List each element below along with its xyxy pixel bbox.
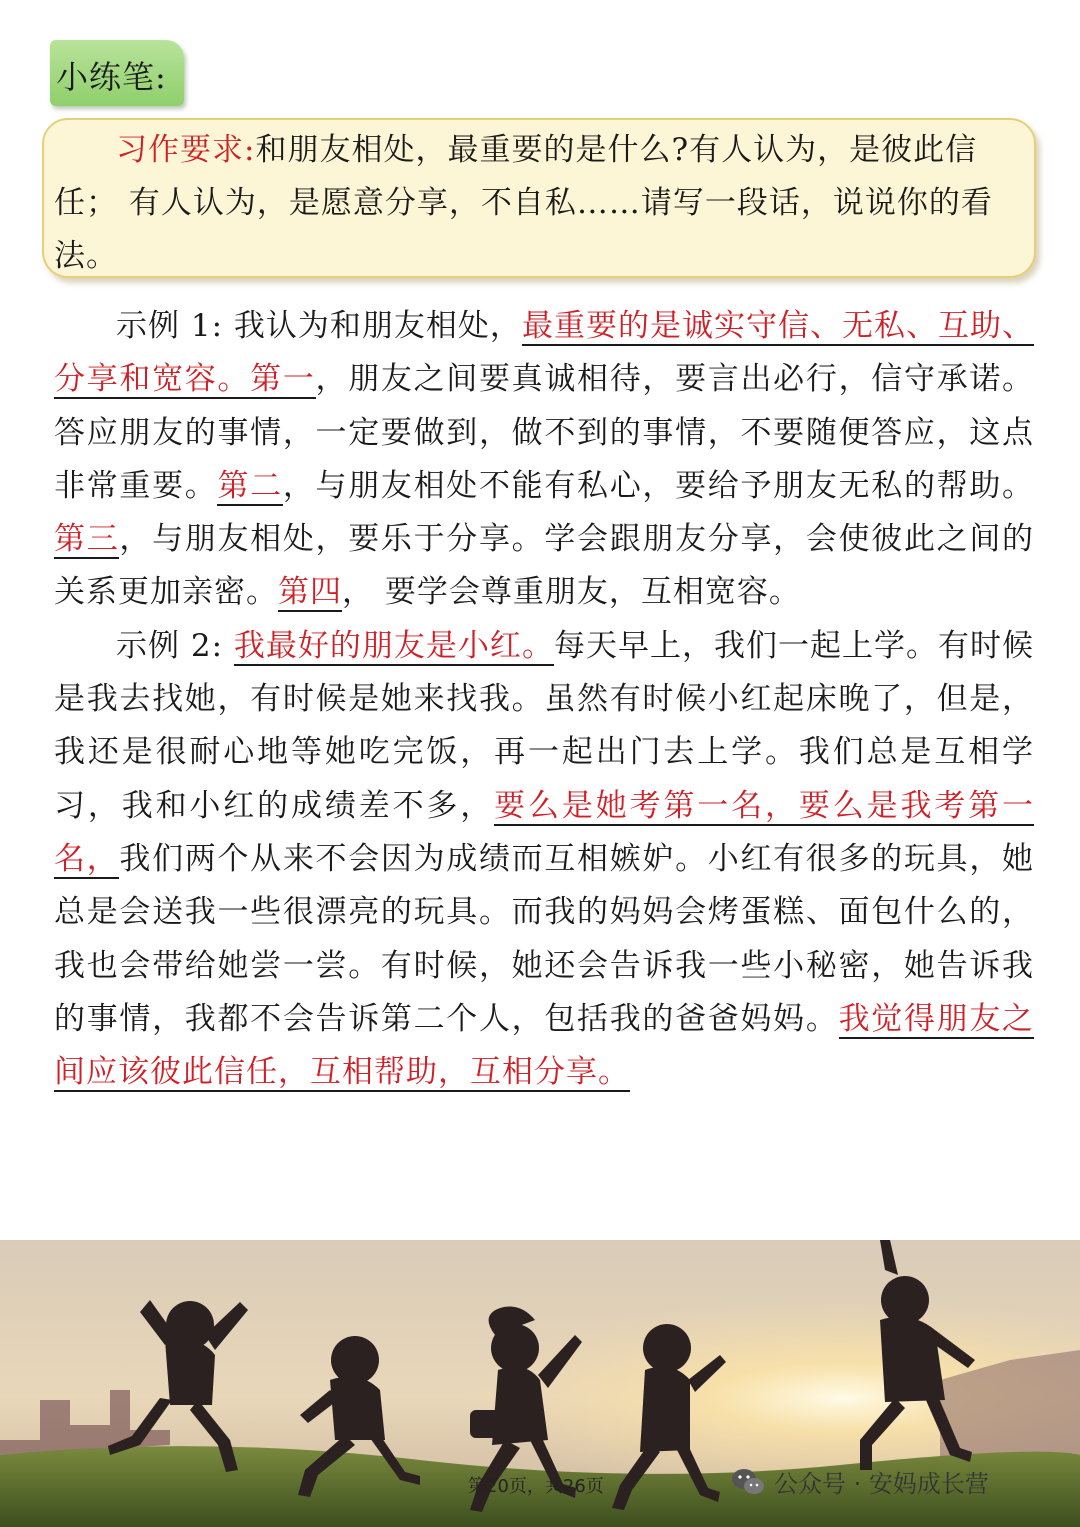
example-1-highlight-3: 第三 bbox=[54, 521, 120, 558]
example-2-highlight-3: 我觉得朋友之间应该彼此信任，互相帮助，互相分享。 bbox=[54, 1000, 1035, 1091]
example-1-highlight-2: 第二 bbox=[217, 467, 283, 504]
example-2-highlight-1: 我最好的朋友是小红。 bbox=[233, 627, 554, 664]
example-2-highlight-2: 要么是她考第一名，要么是我考第一名， bbox=[54, 787, 1035, 877]
example-2-text-1: 每天早上，我们一起上学。有时候是我去找她，有时候是她来找我。虽然有时候小红起床晚了，但是，我还是很耐心地等她吃完饭，再一起出门去上学。我们总是互相学习，我和小红的成绩差不多， bbox=[54, 627, 1035, 824]
requirement-label: 习作要求: bbox=[116, 132, 256, 168]
wechat-icon bbox=[730, 1467, 766, 1497]
example-1 bbox=[54, 300, 1034, 620]
example-1-text-1: ，朋友之间要真诚相待，要言出必行，信守承诺。答应朋友的事情，一定要做到，做不到的事情，不要随便答应，这点非常重要。 bbox=[54, 361, 1035, 504]
example-1-prefix: 示例 1: 我认为和朋友相处， bbox=[116, 308, 522, 344]
example-2-prefix: 示例 2: bbox=[116, 627, 234, 664]
requirement-text bbox=[54, 124, 1034, 283]
section-tag-label: 小练笔: bbox=[56, 58, 167, 96]
example-1-highlight-4: 第四 bbox=[278, 574, 342, 611]
watermark-text: 公众号 · 安妈成长营 bbox=[774, 1470, 989, 1498]
examples-body bbox=[54, 300, 1034, 1099]
requirement-body: 和朋友相处，最重要的是什么?有人认为，是彼此信任； 有人认为，是愿意分享，不自私……请写一段话，说说你的看法。 bbox=[54, 132, 993, 274]
example-1-text-2: ，与朋友相处不能有私心，要给予朋友无私的帮助。 bbox=[282, 467, 1035, 504]
watermark bbox=[730, 1464, 989, 1499]
example-1-text-4: ， 要学会尊重朋友，互相宽容。 bbox=[342, 574, 801, 611]
example-2 bbox=[54, 620, 1034, 1100]
example-1-text-3: ，与朋友相处，要乐于分享。学会跟朋友分享，会使彼此之间的关系更加亲密。 bbox=[54, 521, 1035, 611]
example-2-text-2: 我们两个从来不会因为成绩而互相嫉妒。小红有很多的玩具，她总是会送我一些很漂亮的玩具。而我的妈妈会烤蛋糕、面包什么的，我也会带给她尝一尝。有时候，她还会告诉我一些小秘密，她告诉我的事情，我都不会告诉第二个人，包括我的爸爸妈妈。 bbox=[54, 840, 1035, 1037]
page-number: 第20页，共26页 bbox=[468, 1476, 604, 1497]
example-1-highlight-1: 最重要的是诚实守信、无私、互助、分享和宽容。第一 bbox=[54, 308, 1035, 398]
